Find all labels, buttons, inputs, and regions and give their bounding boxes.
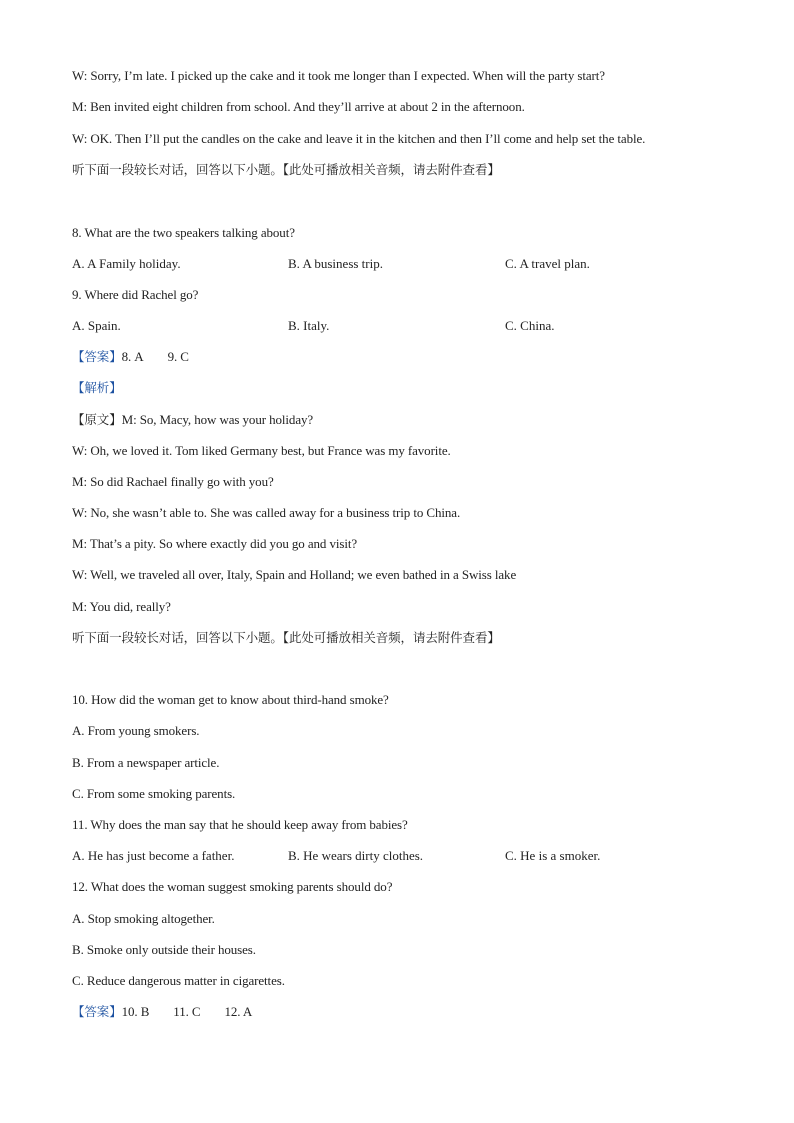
transcript-tag: 【原文】 [72, 412, 122, 427]
listening-instruction: 听下面一段较长对话，回答以下小题。【此处可播放相关音频，请去附件查看】 [72, 162, 500, 177]
transcript-line: W: Well, we traveled all over, Italy, Spain and Holland; we even bathed in a Swiss lake [72, 567, 517, 582]
q12-option-b: B. Smoke only outside their houses. [72, 942, 256, 957]
answer-item: 10. B [121, 1004, 150, 1019]
question-10: 10. How did the woman get to know about third-hand smoke? [72, 692, 389, 707]
listening-instruction: 听下面一段较长对话，回答以下小题。【此处可播放相关音频，请去附件查看】 [72, 630, 500, 645]
question-12: 12. What does the woman suggest smoking parents should do? [72, 879, 393, 894]
dialogue-line: W: Sorry, I’m late. I picked up the cake and it took me longer than I expected. When will the party start? [72, 68, 605, 83]
analysis-row [72, 380, 122, 396]
q11-option-c: C. He is a smoker. [505, 848, 601, 863]
q11-option-a: A. He has just become a father. [72, 848, 235, 863]
question-11: 11. Why does the man say that he should keep away from babies? [72, 817, 408, 832]
answer-tag: 【答案】 [72, 349, 122, 364]
q8-option-b: B. A business trip. [288, 256, 383, 271]
transcript-line: W: Oh, we loved it. Tom liked Germany best, but France was my favorite. [72, 443, 451, 458]
answer-row-2 [72, 1004, 252, 1020]
transcript-line: M: So did Rachael finally go with you? [72, 474, 274, 489]
transcript-first-line [72, 412, 313, 428]
answer-item: 12. A [224, 1004, 253, 1019]
answer-item: 9. C [167, 349, 189, 364]
transcript-line: M: You did, really? [72, 599, 171, 614]
transcript-line: M: That’s a pity. So where exactly did you go and visit? [72, 536, 358, 551]
q8-option-c: C. A travel plan. [505, 256, 590, 271]
transcript-text: M: So, Macy, how was your holiday? [121, 412, 314, 427]
q11-option-b: B. He wears dirty clothes. [288, 848, 424, 863]
q8-option-a: A. A Family holiday. [72, 256, 181, 271]
analysis-tag: 【解析】 [72, 380, 122, 395]
q10-option-b: B. From a newspaper article. [72, 755, 220, 770]
dialogue-line: M: Ben invited eight children from school. And they’ll arrive at about 2 in the afternoon. [72, 99, 525, 114]
transcript-line: W: No, she wasn’t able to. She was called away for a business trip to China. [72, 505, 461, 520]
dialogue-line: W: OK. Then I’ll put the candles on the cake and leave it in the kitchen and then I’ll come and help set the table. [72, 131, 646, 146]
q9-option-b: B. Italy. [288, 318, 330, 333]
q9-option-c: C. China. [505, 318, 555, 333]
q10-option-a: A. From young smokers. [72, 723, 200, 738]
q9-option-a: A. Spain. [72, 318, 121, 333]
q10-option-c: C. From some smoking parents. [72, 786, 236, 801]
answer-row-1 [72, 349, 189, 365]
answer-item: 11. C [173, 1004, 201, 1019]
q12-option-a: A. Stop smoking altogether. [72, 911, 215, 926]
question-9: 9. Where did Rachel go? [72, 287, 199, 302]
question-8: 8. What are the two speakers talking about? [72, 225, 295, 240]
answer-tag: 【答案】 [72, 1004, 122, 1019]
answer-item: 8. A [121, 349, 144, 364]
q12-option-c: C. Reduce dangerous matter in cigarettes. [72, 973, 285, 988]
